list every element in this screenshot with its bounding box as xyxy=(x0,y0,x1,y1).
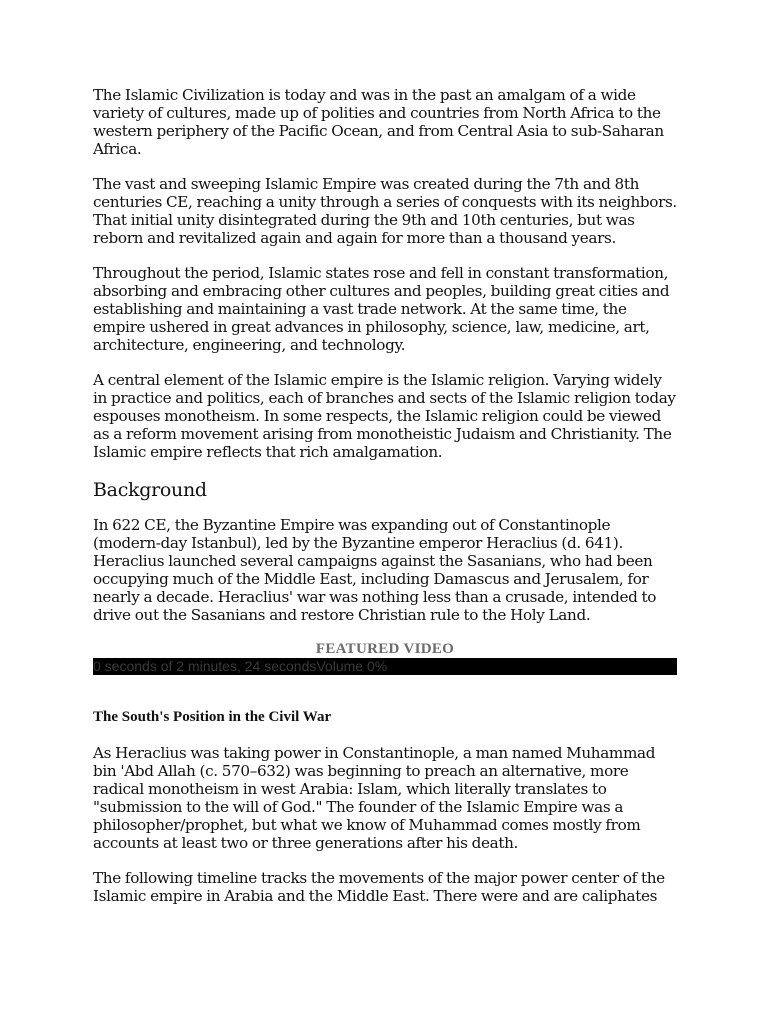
intro-paragraph-1: The Islamic Civilization is today and was in the past an amalgam of a wide variety of cultures, made up of polities and countries from North Africa to the western periphery of the Pacific Ocean, and from Central Asia to sub-Saharan Africa. xyxy=(93,86,664,158)
video-player[interactable] xyxy=(93,658,677,675)
intro-paragraph-2: The vast and sweeping Islamic Empire was created during the 7th and 8th centuries CE, reaching a unity through a series of conquests with its neighbors. That initial unity disintegrated during the 9th and 10th centuries, but was reborn and revitalized again and again for more than a thousand years. xyxy=(93,175,677,247)
background-paragraph: In 622 CE, the Byzantine Empire was expanding out of Constantinople (modern-day Istanbul), led by the Byzantine emperor Heraclius (d. 641). Heraclius launched several campaigns against the Sasanians, who had been occupying much of the Middle East, including Damascus and Jerusalem, for nearly a decade. Heraclius' war was nothing less than a crusade, intended to drive out the Sasanians and restore Christian rule to the Holy Land. xyxy=(93,516,657,624)
video-player-status: 0 seconds of 2 minutes, 24 secondsVolume 0% xyxy=(93,658,388,674)
intro-paragraph-4: A central element of the Islamic empire is the Islamic religion. Varying widely in practice and politics, each of branches and sects of the Islamic religion today espouses monotheism. In some respects, the Islamic religion could be viewed as a reform movement arising from monotheistic Judaism and Christianity. The Islamic empire reflects that rich amalgamation. xyxy=(93,371,676,461)
featured-video xyxy=(93,641,677,675)
featured-video-label: FEATURED VIDEO xyxy=(315,641,455,657)
body-paragraph-1: As Heraclius was taking power in Constantinople, a man named Muhammad bin 'Abd Allah (c. 570–632) was beginning to preach an alternative, more radical monotheism in west Arabia: Islam, which literally translates to "submission to the will of God." The founder of the Islamic Empire was a philosopher/prophet, but what we know of Muhammad comes mostly from accounts at least two or three generations after his death. xyxy=(93,744,656,852)
intro-paragraph-3: Throughout the period, Islamic states rose and fell in constant transformation, absorbing and embracing other cultures and peoples, building great cities and establishing and maintaining a vast trade network. At the same time, the empire ushered in great advances in philosophy, science, law, medicine, art, architecture, engineering, and technology. xyxy=(93,264,670,354)
section-heading-background: Background xyxy=(93,479,207,501)
body-paragraph-2: The following timeline tracks the movements of the major power center of the Islamic empire in Arabia and the Middle East. There were and are caliphates xyxy=(93,869,665,905)
related-article-title[interactable]: The South's Position in the Civil War xyxy=(93,709,332,725)
document-body xyxy=(93,86,677,922)
